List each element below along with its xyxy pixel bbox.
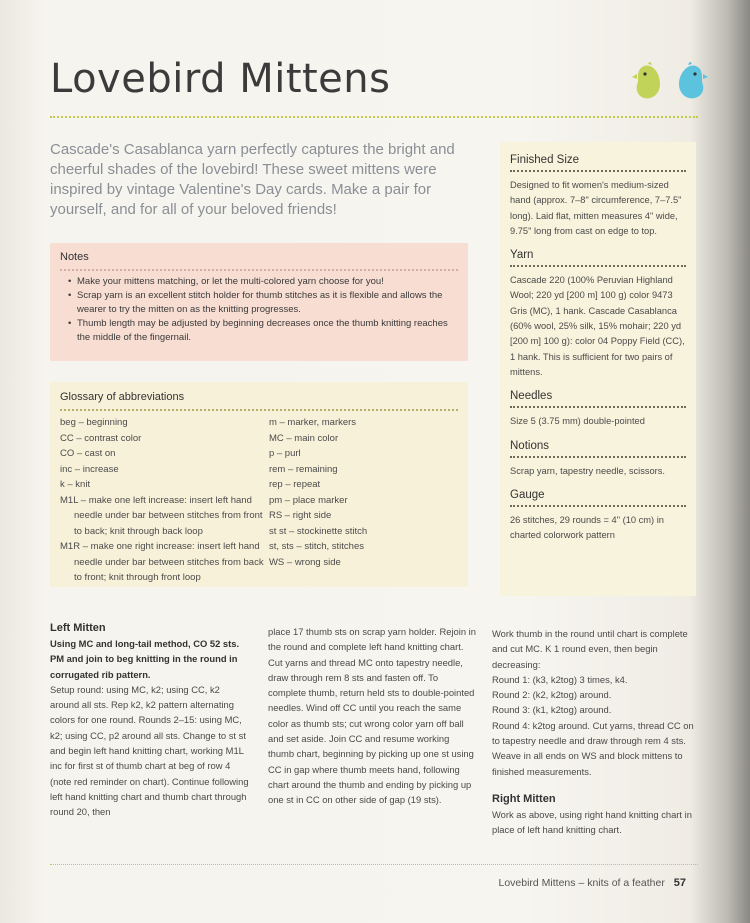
notions-heading: Notions — [510, 439, 549, 452]
glossary-heading: Glossary of abbreviations — [60, 391, 185, 403]
glossary-term: WS – wrong side — [268, 556, 341, 568]
gauge-heading: Gauge — [510, 488, 545, 501]
glossary-term: st st – stockinette stitch — [268, 525, 368, 537]
glossary-box — [50, 382, 468, 587]
decrease-round: Round 3: (k1, k2tog) around. — [492, 704, 612, 716]
notes-item: • Thumb length may be adjusted by beginning decreases once the thumb knitting reaches the middle of the fingernail. — [70, 317, 458, 345]
finishing-text: Weave in all ends on WS and block mittens to finished measurements. — [492, 750, 683, 777]
glossary-term: k – knit — [60, 479, 91, 490]
notes-box — [50, 243, 468, 361]
running-title: Lovebird Mittens – knits of a feather — [498, 877, 665, 889]
notions-text: Scrap yarn, tapestry needle, scissors. — [510, 465, 666, 476]
notes-item: • Make your mittens matching, or let the multi-colored yarn choose for you! — [70, 275, 458, 289]
left-mitten-heading: Left Mitten — [50, 622, 106, 634]
glossary-term: CO – cast on — [60, 448, 116, 459]
page-title: Lovebird Mittens — [50, 56, 391, 102]
yarn-heading: Yarn — [510, 249, 534, 262]
notes-heading: Notes — [60, 251, 89, 263]
pattern-info-sidebar — [500, 142, 696, 596]
decrease-round: Round 1: (k3, k2tog) 3 times, k4. — [492, 673, 628, 685]
left-mitten-instructions: Setup round: using MC, k2; using CC, k2 around all sts. Rep k2, k2 pattern alternating colors for one round. Rounds 2–15: using MC, k2; using CC, p2 around all sts. Change to st st and begin left hand knitting chart, working M1L inc for first st of thumb chart at beg of row 4 (note red reminder on chart). Continue following left hand knitting chart and thumb chart through round 20, then — [50, 683, 249, 818]
middle-column — [268, 624, 476, 808]
sidebar-divider — [510, 505, 686, 507]
glossary-term: RS – right side — [268, 510, 332, 521]
green-bird-icon — [632, 62, 666, 102]
thumb-finish-intro: Work thumb in the round until chart is complete and cut MC. K 1 round even, then begin decreasing: — [492, 628, 688, 670]
notes-item: • Scrap yarn is an excellent stitch holder for thumb stitches as it is flexible and allows the wearer to try the mitten on as the knitting progresses. — [70, 289, 458, 317]
sidebar-divider — [510, 170, 686, 172]
glossary-divider — [60, 409, 458, 411]
intro-paragraph: Cascade's Casablanca yarn perfectly captures the bright and cheerful shades of the lovebird! These sweet mittens were inspired by vintage Valentine's Day cards. Make a pair for yourself, and for all of your beloved friends! — [50, 141, 455, 218]
sidebar-divider — [510, 456, 686, 458]
notes-divider — [60, 269, 458, 271]
left-mitten-intro: Using MC and long-tail method, CO 52 sts. PM and join to beg knitting in the round in corrugated rib pattern. — [50, 638, 240, 680]
needles-heading: Needles — [510, 390, 553, 403]
glossary-term: st, sts – stitch, stitches — [268, 541, 364, 552]
glossary-term: rep – repeat — [268, 479, 321, 490]
glossary-term: pm – place marker — [268, 494, 348, 506]
glossary-term: CC – contrast color — [60, 432, 142, 444]
needles-text: Size 5 (3.75 mm) double-pointed — [510, 416, 645, 427]
notes-list — [60, 275, 458, 345]
finished-size-text: Designed to fit women's medium-sized hand (approx. 7–8" circumference, 7–7.5" long). Laid flat, mitten measures 4" wide, 9.75" long from cast on edge to top. — [510, 180, 682, 236]
glossary-column-2 — [269, 415, 458, 586]
glossary-column-1 — [60, 415, 269, 586]
glossary-term: beg – beginning — [60, 417, 128, 428]
footer-divider — [50, 864, 698, 865]
decrease-round: Round 4: k2tog around. Cut yarns, thread CC on to tapestry needle and draw through rem 4 sts. — [492, 719, 694, 747]
glossary-term: M1L – make one left increase: insert left hand needle under bar between stitches from front to back; knit through back loop — [60, 494, 263, 537]
right-mitten-heading: Right Mitten — [492, 792, 556, 805]
glossary-term: rem – remaining — [268, 463, 338, 475]
thumb-instructions: place 17 thumb sts on scrap yarn holder. Rejoin in the round and complete left hand knitting chart. Cut yarns and thread MC onto tapestry needle, draw through rem 8 sts and fasten off. To complete thumb, return held sts to double-pointed needles. Wind off CC until you reach the same color as thumb sts; cut wrong color yarn off ball and set aside. Join CC and resume working thumb chart, beginning by picking up one st using CC in gap where thumb meets hand, following chart around the thumb and ending by picking up one st in CC on other side of gap (19 sts). — [268, 626, 476, 806]
yarn-text: Cascade 220 (100% Peruvian Highland Wool; 220 yd [200 m] 100 g) color 9473 Gris (MC), 1 hank. Cascade Casablanca (60% wool, 25% silk, 15% mohair; 220 yd [200 m] 100 g): color 04 Poppy Field (CC), 1 hank. This is sufficient for two pairs of mittens. — [510, 275, 685, 377]
right-mitten-text: Work as above, using right hand knitting chart in place of left hand knitting chart. — [492, 808, 692, 836]
blue-bird-icon — [672, 62, 708, 104]
page-number: 57 — [673, 877, 686, 889]
page-footer — [498, 877, 686, 889]
sidebar-divider — [510, 265, 686, 267]
title-divider — [50, 116, 698, 118]
sidebar-divider — [510, 406, 686, 408]
gauge-text: 26 stitches, 29 rounds = 4" (10 cm) in charted colorwork pattern — [510, 514, 664, 541]
finished-size-heading: Finished Size — [510, 154, 580, 166]
glossary-term: MC – main color — [268, 432, 339, 444]
decrease-round: Round 2: (k2, k2tog) around. — [492, 689, 612, 701]
glossary-term: M1R – make one right increase: insert left hand needle under bar between stitches from back to front; knit through front loop — [60, 541, 264, 583]
glossary-term: inc – increase — [60, 463, 119, 475]
glossary-term: p – purl — [268, 448, 301, 459]
right-column — [492, 626, 700, 838]
glossary-term: m – marker, markers — [268, 417, 357, 428]
left-mitten-column — [50, 620, 250, 820]
